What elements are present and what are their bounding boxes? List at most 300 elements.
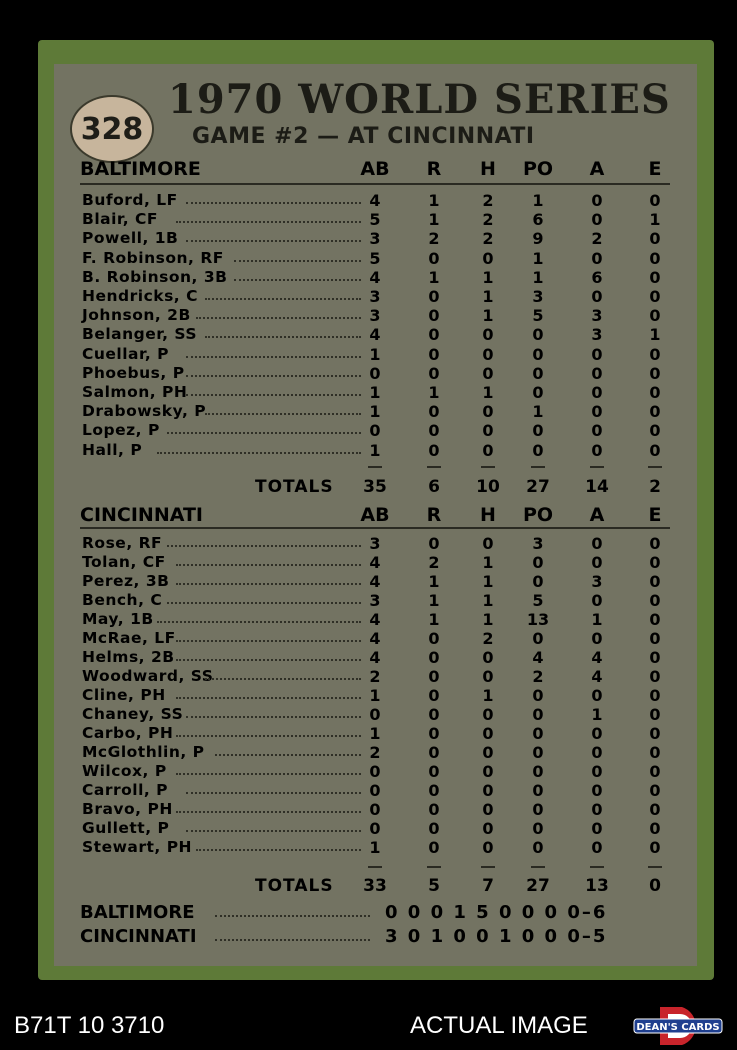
- stat-h: 1: [482, 610, 494, 629]
- stat-a: 0: [591, 421, 603, 441]
- table-row: [80, 591, 670, 610]
- stat-r: 1: [428, 191, 440, 210]
- table-row: [80, 441, 670, 460]
- table-row: [80, 249, 670, 268]
- baltimore-total-a: 14: [585, 477, 609, 497]
- stat-e: 1: [649, 325, 661, 345]
- table-row: [80, 705, 670, 724]
- stat-e: 0: [649, 248, 661, 268]
- stat-po: 13: [526, 610, 550, 629]
- leader-dots: [186, 356, 361, 358]
- card-title: 1970 WORLD SERIES: [168, 76, 671, 123]
- card-number-badge: [70, 95, 154, 163]
- stat-e: 0: [649, 781, 661, 800]
- stat-h: 0: [482, 724, 494, 743]
- stat-h: 1: [482, 306, 494, 326]
- baltimore-total-rule: [427, 466, 441, 468]
- stat-a: 6: [591, 267, 603, 287]
- stat-r: 0: [428, 686, 440, 705]
- stat-a: 0: [591, 210, 603, 230]
- table-row: [80, 325, 670, 344]
- stat-e: 0: [649, 229, 661, 249]
- player-name: Blair, CF: [82, 210, 159, 229]
- player-name: Cline, PH: [82, 686, 166, 704]
- stat-r: 0: [428, 344, 440, 364]
- baltimore-col-header-r: R: [426, 158, 442, 180]
- stat-po: 3: [532, 534, 544, 553]
- stat-po: 0: [532, 440, 544, 460]
- player-name: Stewart, PH: [82, 838, 193, 856]
- player-name: Phoebus, P: [82, 363, 185, 382]
- stat-a: 0: [591, 191, 603, 210]
- player-name: Drabowsky, P: [82, 402, 207, 421]
- stat-h: 0: [482, 440, 494, 460]
- stat-h: 0: [482, 667, 494, 686]
- table-row: [80, 229, 670, 248]
- stat-po: 1: [532, 402, 544, 422]
- stat-ab: 1: [369, 724, 381, 743]
- leader-dots: [176, 583, 361, 585]
- cincinnati-col-header-ab: AB: [360, 504, 390, 526]
- cincinnati-total-rule: [590, 866, 604, 868]
- baltimore-total-h: 10: [476, 477, 500, 497]
- stat-ab: 3: [369, 287, 381, 306]
- baltimore-col-header-ab: AB: [360, 158, 390, 180]
- player-name: Chaney, SS: [82, 705, 184, 723]
- table-row: [80, 629, 670, 648]
- stat-e: 0: [649, 743, 661, 762]
- table-row: [80, 572, 670, 591]
- baltimore-total-rule: [368, 466, 382, 468]
- stat-a: 0: [591, 534, 603, 553]
- stat-h: 1: [482, 287, 494, 306]
- table-row: [80, 364, 670, 383]
- table-row: [80, 553, 670, 572]
- stat-e: 0: [649, 440, 661, 460]
- stat-a: 0: [591, 553, 603, 572]
- stat-po: 3: [532, 287, 544, 306]
- stat-po: 4: [532, 648, 544, 667]
- stat-h: 0: [482, 762, 494, 781]
- stat-h: 2: [482, 229, 494, 249]
- table-row: [80, 724, 670, 743]
- stat-r: 1: [428, 591, 440, 610]
- player-name: Belanger, SS: [82, 325, 198, 344]
- player-name: Bench, C: [82, 591, 163, 609]
- stat-r: 0: [428, 363, 440, 383]
- line-score-baltimore: 0 0 0 1 5 0 0 0 0–6: [385, 902, 608, 923]
- leader-dots: [176, 659, 361, 661]
- stat-a: 1: [591, 610, 603, 629]
- line-score-leader-dots: [215, 915, 370, 917]
- stat-r: 0: [428, 534, 440, 553]
- table-row: [80, 534, 670, 553]
- player-name: B. Robinson, 3B: [82, 267, 228, 286]
- stat-po: 9: [532, 229, 544, 249]
- inventory-code: B71T 10 3710: [14, 1012, 165, 1039]
- stat-e: 0: [649, 344, 661, 364]
- stat-po: 0: [532, 629, 544, 648]
- stat-r: 0: [428, 287, 440, 306]
- baltimore-total-po: 27: [526, 477, 550, 497]
- baltimore-col-header-e: E: [648, 158, 662, 180]
- player-name: May, 1B: [82, 610, 154, 628]
- stat-h: 0: [482, 344, 494, 364]
- stat-ab: 0: [369, 800, 381, 819]
- stat-a: 0: [591, 724, 603, 743]
- cincinnati-total-po: 27: [526, 876, 550, 896]
- stat-a: 3: [591, 572, 603, 591]
- leader-dots: [205, 298, 361, 300]
- stat-a: 4: [591, 667, 603, 686]
- leader-dots: [215, 754, 361, 756]
- stat-po: 0: [532, 383, 544, 402]
- stat-h: 0: [482, 648, 494, 667]
- stat-ab: 1: [369, 344, 381, 364]
- player-name: Wilcox, P: [82, 762, 167, 780]
- table-row: [80, 421, 670, 440]
- line-score-team-baltimore: BALTIMORE: [80, 902, 195, 923]
- player-name: McGlothlin, P: [82, 743, 205, 761]
- stat-h: 1: [482, 553, 494, 572]
- baltimore-col-header-a: A: [589, 158, 605, 180]
- leader-dots: [167, 432, 361, 434]
- stat-r: 0: [428, 440, 440, 460]
- stat-h: 0: [482, 705, 494, 724]
- stat-r: 0: [428, 402, 440, 422]
- stat-ab: 4: [369, 267, 381, 287]
- stat-ab: 0: [369, 705, 381, 724]
- stat-r: 2: [428, 553, 440, 572]
- baltimore-total-r: 6: [428, 477, 440, 497]
- table-row: [80, 762, 670, 781]
- baltimore-total-rule: [531, 466, 545, 468]
- stat-h: 2: [482, 191, 494, 210]
- stat-po: 0: [532, 421, 544, 441]
- stat-po: 0: [532, 553, 544, 572]
- player-name: Carbo, PH: [82, 724, 174, 742]
- player-name: Cuellar, P: [82, 344, 170, 363]
- leader-dots: [205, 413, 361, 415]
- cincinnati-total-e: 0: [649, 876, 661, 896]
- stat-a: 0: [591, 248, 603, 268]
- leader-dots: [176, 697, 361, 699]
- table-row: [80, 800, 670, 819]
- cincinnati-total-rule: [648, 866, 662, 868]
- leader-dots: [176, 221, 361, 223]
- cincinnati-header-rule: [80, 527, 670, 529]
- stat-h: 1: [482, 686, 494, 705]
- stat-ab: 4: [369, 610, 381, 629]
- stat-e: 0: [649, 306, 661, 326]
- leader-dots: [176, 640, 361, 642]
- leader-dots: [176, 735, 361, 737]
- stat-e: 0: [649, 553, 661, 572]
- stat-h: 1: [482, 267, 494, 287]
- stat-h: 0: [482, 800, 494, 819]
- stat-a: 0: [591, 344, 603, 364]
- stat-r: 0: [428, 306, 440, 326]
- card-subtitle: GAME #2 — AT CINCINNATI: [192, 124, 535, 149]
- cincinnati-total-rule: [368, 866, 382, 868]
- stat-a: 0: [591, 762, 603, 781]
- stat-a: 3: [591, 306, 603, 326]
- stat-h: 0: [482, 781, 494, 800]
- stat-ab: 4: [369, 325, 381, 345]
- stat-po: 0: [532, 572, 544, 591]
- stat-r: 1: [428, 383, 440, 402]
- stat-ab: 0: [369, 819, 381, 838]
- deans-cards-logo: [632, 1005, 724, 1047]
- stat-a: 0: [591, 743, 603, 762]
- baltimore-total-rule: [648, 466, 662, 468]
- stat-a: 0: [591, 781, 603, 800]
- stat-h: 0: [482, 363, 494, 383]
- stat-ab: 5: [369, 248, 381, 268]
- stat-ab: 1: [369, 838, 381, 857]
- stat-e: 0: [649, 629, 661, 648]
- stat-r: 1: [428, 610, 440, 629]
- baltimore-col-header-po: PO: [522, 158, 554, 180]
- stat-po: 1: [532, 267, 544, 287]
- table-row: [80, 210, 670, 229]
- player-name: Tolan, CF: [82, 553, 166, 571]
- stat-ab: 1: [369, 686, 381, 705]
- stat-a: 0: [591, 591, 603, 610]
- stat-h: 1: [482, 572, 494, 591]
- stat-ab: 1: [369, 402, 381, 422]
- stat-e: 0: [649, 610, 661, 629]
- stat-ab: 3: [369, 534, 381, 553]
- stat-a: 0: [591, 629, 603, 648]
- stat-e: 0: [649, 591, 661, 610]
- leader-dots: [186, 716, 361, 718]
- stat-r: 0: [428, 781, 440, 800]
- stat-r: 0: [428, 667, 440, 686]
- cincinnati-total-rule: [481, 866, 495, 868]
- player-name: Perez, 3B: [82, 572, 170, 590]
- stat-po: 0: [532, 800, 544, 819]
- stat-r: 0: [428, 629, 440, 648]
- table-row: [80, 838, 670, 857]
- stat-e: 0: [649, 402, 661, 422]
- leader-dots: [157, 621, 361, 623]
- stat-e: 0: [649, 762, 661, 781]
- stat-po: 0: [532, 686, 544, 705]
- baltimore-col-header-h: H: [480, 158, 496, 180]
- leader-dots: [167, 545, 361, 547]
- player-name: Johnson, 2B: [82, 306, 191, 325]
- leader-dots: [234, 279, 361, 281]
- player-name: Lopez, P: [82, 421, 160, 440]
- stat-r: 0: [428, 762, 440, 781]
- table-row: [80, 345, 670, 364]
- stat-e: 0: [649, 705, 661, 724]
- table-row: [80, 648, 670, 667]
- player-name: Salmon, PH: [82, 383, 188, 401]
- cincinnati-col-header-a: A: [589, 504, 605, 526]
- table-row: [80, 402, 670, 421]
- stat-ab: 3: [369, 306, 381, 326]
- stat-r: 0: [428, 325, 440, 345]
- stat-h: 1: [482, 383, 494, 402]
- player-name: Bravo, PH: [82, 800, 173, 818]
- stat-h: 0: [482, 534, 494, 553]
- stat-e: 0: [649, 287, 661, 306]
- stat-po: 0: [532, 325, 544, 345]
- stat-a: 0: [591, 383, 603, 402]
- stat-h: 0: [482, 248, 494, 268]
- stat-po: 0: [532, 724, 544, 743]
- stat-po: 0: [532, 743, 544, 762]
- baltimore-total-rule: [590, 466, 604, 468]
- table-row: [80, 191, 670, 210]
- player-name: Rose, RF: [82, 534, 163, 552]
- stat-po: 0: [532, 705, 544, 724]
- table-row: [80, 268, 670, 287]
- stat-r: 0: [428, 819, 440, 838]
- stat-r: 0: [428, 248, 440, 268]
- player-name: F. Robinson, RF: [82, 248, 224, 267]
- cincinnati-col-header-h: H: [480, 504, 496, 526]
- leader-dots: [186, 830, 361, 832]
- stat-e: 0: [649, 267, 661, 287]
- stat-e: 0: [649, 724, 661, 743]
- player-name: Powell, 1B: [82, 229, 179, 248]
- stat-h: 0: [482, 838, 494, 857]
- stat-po: 0: [532, 762, 544, 781]
- cincinnati-col-header-r: R: [426, 504, 442, 526]
- leader-dots: [176, 811, 361, 813]
- player-name: Carroll, P: [82, 781, 169, 799]
- stat-r: 0: [428, 800, 440, 819]
- baltimore-total-rule: [481, 466, 495, 468]
- stat-a: 0: [591, 686, 603, 705]
- leader-dots: [186, 394, 361, 396]
- table-row: [80, 743, 670, 762]
- stat-h: 1: [482, 591, 494, 610]
- cincinnati-col-header-po: PO: [522, 504, 554, 526]
- leader-dots: [186, 792, 361, 794]
- stat-h: 0: [482, 325, 494, 345]
- leader-dots: [176, 773, 361, 775]
- line-score-team-cincinnati: CINCINNATI: [80, 926, 197, 947]
- leader-dots: [196, 317, 361, 319]
- stat-e: 1: [649, 210, 661, 230]
- leader-dots: [186, 240, 361, 242]
- player-name: Hall, P: [82, 440, 143, 459]
- cincinnati-total-h: 7: [482, 876, 494, 896]
- leader-dots: [234, 260, 361, 262]
- stat-po: 1: [532, 191, 544, 210]
- table-row: [80, 819, 670, 838]
- stat-po: 5: [532, 306, 544, 326]
- leader-dots: [167, 602, 361, 604]
- stat-ab: 0: [369, 781, 381, 800]
- table-row: [80, 383, 670, 402]
- stat-e: 0: [649, 534, 661, 553]
- stat-a: 1: [591, 705, 603, 724]
- stat-a: 0: [591, 800, 603, 819]
- stat-r: 0: [428, 743, 440, 762]
- table-row: [80, 667, 670, 686]
- stat-po: 6: [532, 210, 544, 230]
- stat-po: 0: [532, 344, 544, 364]
- stat-h: 0: [482, 819, 494, 838]
- stat-r: 1: [428, 210, 440, 230]
- stat-e: 0: [649, 838, 661, 857]
- leader-dots: [176, 564, 361, 566]
- player-name: Hendricks, C: [82, 287, 198, 305]
- stat-ab: 4: [369, 629, 381, 648]
- cincinnati-col-header-e: E: [648, 504, 662, 526]
- stat-e: 0: [649, 191, 661, 210]
- cincinnati-header: CINCINNATI: [80, 504, 203, 526]
- stat-e: 0: [649, 819, 661, 838]
- stat-h: 0: [482, 743, 494, 762]
- leader-dots: [196, 849, 361, 851]
- stat-ab: 4: [369, 648, 381, 667]
- stat-po: 5: [532, 591, 544, 610]
- stat-r: 0: [428, 421, 440, 441]
- player-name: McRae, LF: [82, 629, 176, 647]
- stat-ab: 1: [369, 440, 381, 460]
- stat-r: 0: [428, 705, 440, 724]
- stat-ab: 4: [369, 553, 381, 572]
- stat-a: 3: [591, 325, 603, 345]
- leader-dots: [186, 375, 361, 377]
- cincinnati-total-rule: [531, 866, 545, 868]
- stat-r: 1: [428, 267, 440, 287]
- line-score-leader-dots: [215, 939, 370, 941]
- stat-a: 0: [591, 819, 603, 838]
- stat-a: 0: [591, 363, 603, 383]
- stat-ab: 3: [369, 591, 381, 610]
- stat-ab: 5: [369, 210, 381, 230]
- cincinnati-total-rule: [427, 866, 441, 868]
- player-name: Gullett, P: [82, 819, 170, 837]
- stat-a: 2: [591, 229, 603, 249]
- stat-e: 0: [649, 667, 661, 686]
- player-name: Helms, 2B: [82, 648, 175, 666]
- stat-po: 0: [532, 363, 544, 383]
- stat-ab: 2: [369, 743, 381, 762]
- stat-e: 0: [649, 648, 661, 667]
- stat-a: 0: [591, 440, 603, 460]
- baltimore-header: BALTIMORE: [80, 158, 201, 180]
- table-row: [80, 686, 670, 705]
- stat-r: 2: [428, 229, 440, 249]
- stat-a: 4: [591, 648, 603, 667]
- stat-ab: 4: [369, 572, 381, 591]
- stat-r: 0: [428, 838, 440, 857]
- player-name: Woodward, SS: [82, 667, 214, 685]
- leader-dots: [205, 336, 361, 338]
- stat-ab: 4: [369, 191, 381, 210]
- baltimore-header-rule: [80, 183, 670, 185]
- table-row: [80, 287, 670, 306]
- leader-dots: [157, 452, 361, 454]
- stat-r: 1: [428, 572, 440, 591]
- stat-po: 2: [532, 667, 544, 686]
- stat-ab: 1: [369, 383, 381, 402]
- stat-a: 0: [591, 838, 603, 857]
- stat-e: 0: [649, 363, 661, 383]
- stat-ab: 0: [369, 363, 381, 383]
- player-name: Buford, LF: [82, 191, 178, 209]
- stat-po: 1: [532, 248, 544, 268]
- card-number: 328: [80, 111, 144, 147]
